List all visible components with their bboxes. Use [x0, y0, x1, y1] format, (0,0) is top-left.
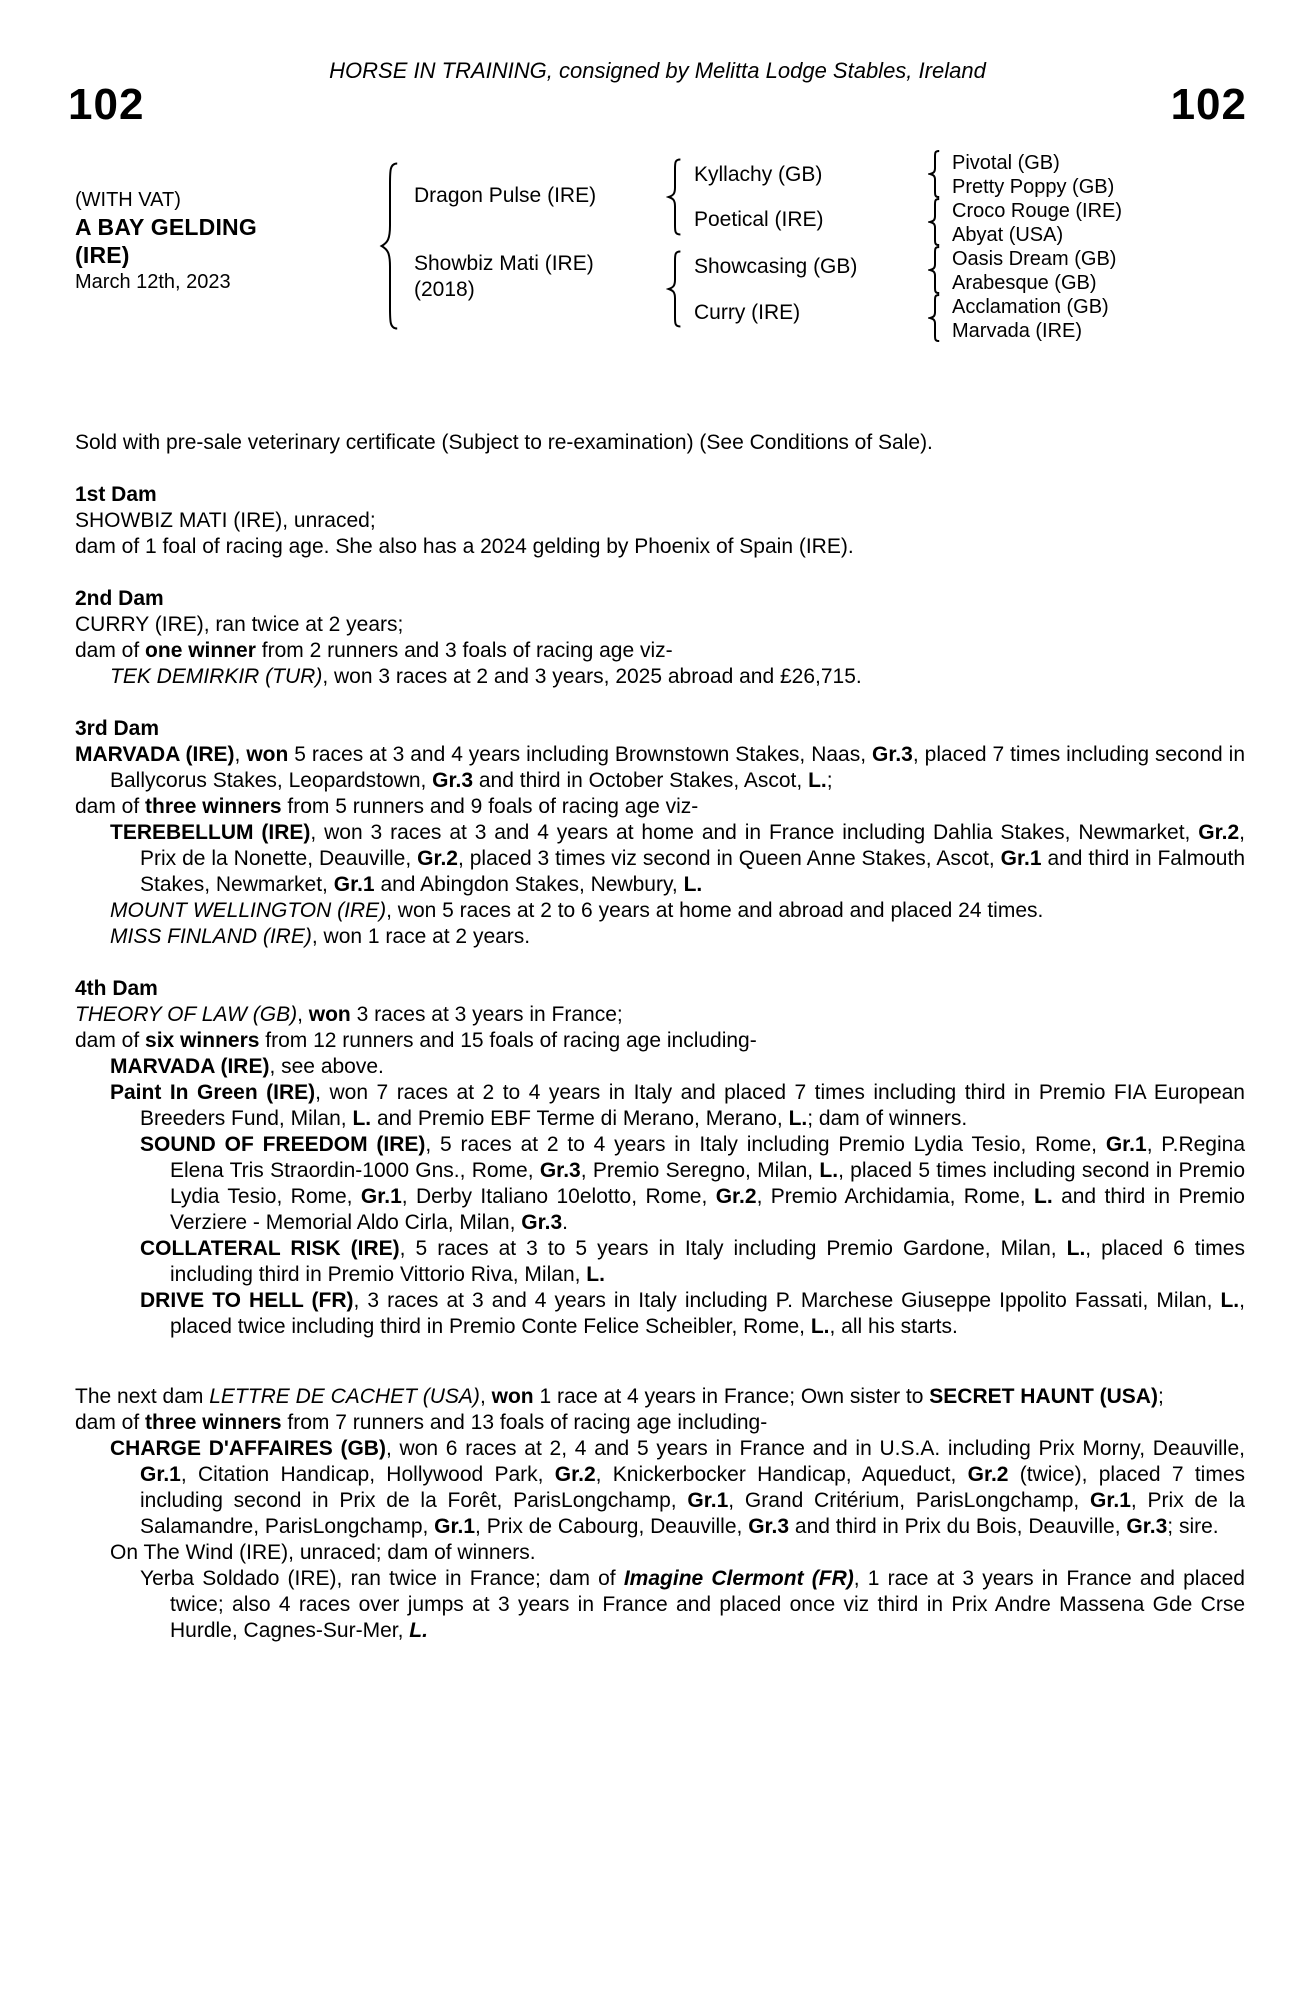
marvada-paragraph: MARVADA (IRE), won 5 races at 3 and 4 years including Brownstown Stakes, Naas, Gr.3, placed 7 times including second in Ballycorus Stakes, Leopardstown, Gr.3 and third in October Stakes, Ascot, L.;	[75, 743, 1245, 792]
second-dam-section	[75, 586, 1245, 690]
first-dam-produce-line: dam of 1 foal of racing age. She also has a 2024 gelding by Phoenix of Spain (IRE).	[75, 535, 854, 558]
third-dam-section	[75, 716, 1245, 950]
paint-in-green-paragraph: Paint In Green (IRE), won 7 races at 2 to 4 years in Italy and placed 7 times including third in Premio FIA European Breeders Fund, Milan, L. and Premio EBF Terme di Merano, Merano, L.; dam of winners.	[110, 1081, 1245, 1130]
tek-demirkir-paragraph: TEK DEMIRKIR (TUR), won 3 races at 2 and 3 years, 2025 abroad and £26,715.	[110, 665, 862, 688]
pedigree-gen3-name: Marvada (IRE)	[952, 320, 1083, 342]
page-header: HORSE IN TRAINING, consigned by Melitta Lodge Stables, Ireland	[329, 58, 986, 83]
pedigree-gen3-name: Acclamation (GB)	[952, 296, 1109, 318]
pedigree-gen3-name: Pivotal (GB)	[952, 152, 1060, 174]
fourth-dam-produce-line: dam of six winners from 12 runners and 15 foals of racing age including-	[75, 1029, 757, 1052]
brace-icon	[928, 150, 942, 198]
second-dam-produce-line: dam of one winner from 2 runners and 3 foals of racing age viz-	[75, 639, 673, 662]
horse-description: A BAY GELDING	[75, 214, 257, 240]
brace-icon	[378, 160, 402, 332]
dam-dam-name: Curry (IRE)	[694, 301, 801, 324]
terebellum-paragraph: TEREBELLUM (IRE), won 3 races at 3 and 4 years at home and in France including Dahlia Stakes, Newmarket, Gr.2, Prix de la Nonette, Deauville, Gr.2, placed 3 times viz second in Queen Anne Stakes, Ascot, Gr.1 and third in Falmouth Stakes, Newmarket, Gr.1 and Abingdon Stakes, Newbury, L.	[110, 821, 1245, 896]
pedigree-gen3-name: Croco Rouge (IRE)	[952, 200, 1123, 222]
first-dam-heading: 1st Dam	[75, 483, 157, 506]
brace-icon	[928, 246, 942, 294]
sire-name: Dragon Pulse (IRE)	[414, 184, 597, 207]
lot-number-left: 102	[68, 80, 145, 129]
miss-finland-paragraph: MISS FINLAND (IRE), won 1 race at 2 years.	[110, 925, 531, 948]
vat-note: (WITH VAT)	[75, 189, 181, 211]
on-the-wind-paragraph: On The Wind (IRE), unraced; dam of winners.	[110, 1541, 536, 1564]
lot-number-right: 102	[1170, 80, 1247, 129]
charge-daffaires-paragraph: CHARGE D'AFFAIRES (GB), won 6 races at 2, 4 and 5 years in France and in U.S.A. including Prix Morny, Deauville, Gr.1, Citation Handicap, Hollywood Park, Gr.2, Knickerbocker Handicap, Aqueduct, Gr.2 (twice), placed 7 times including second in Prix de la Forêt, ParisLongchamp, Gr.1, Grand Critérium, ParisLongchamp, Gr.1, Prix de la Salamandre, ParisLongchamp, Gr.1, Prix de Cabourg, Deauville, Gr.3 and third in Prix du Bois, Deauville, Gr.3; sire.	[110, 1437, 1246, 1538]
next-dam-section	[75, 1384, 1245, 1644]
next-dam-paragraph: The next dam LETTRE DE CACHET (USA), won 1 race at 4 years in France; Own sister to SECRET HAUNT (USA);	[75, 1385, 1164, 1408]
third-dam-produce-line: dam of three winners from 5 runners and 9 foals of racing age viz-	[75, 795, 699, 818]
mount-wellington-paragraph: MOUNT WELLINGTON (IRE), won 5 races at 2 to 6 years at home and abroad and placed 24 times.	[110, 899, 1044, 922]
next-dam-produce-line: dam of three winners from 7 runners and 13 foals of racing age including-	[75, 1411, 768, 1434]
vet-certificate-note: Sold with pre-sale veterinary certificate (Subject to re-examination) (See Conditions of Sale).	[75, 431, 933, 454]
pedigree-gen3-name: Pretty Poppy (GB)	[952, 176, 1115, 198]
sire-dam-name: Poetical (IRE)	[694, 208, 824, 231]
pedigree-gen3-name: Arabesque (GB)	[952, 272, 1097, 294]
fourth-dam-heading: 4th Dam	[75, 977, 158, 1000]
curry-paragraph: CURRY (IRE), ran twice at 2 years;	[75, 613, 404, 636]
brace-icon	[928, 294, 942, 342]
marvada-see-above-paragraph: MARVADA (IRE), see above.	[110, 1055, 384, 1078]
fourth-dam-section	[75, 976, 1245, 1340]
brace-icon	[666, 158, 684, 236]
pedigree-gen3-name: Oasis Dream (GB)	[952, 248, 1117, 270]
showbiz-mati-paragraph: SHOWBIZ MATI (IRE), unraced;	[75, 509, 376, 532]
yerba-soldado-paragraph: Yerba Soldado (IRE), ran twice in France; dam of Imagine Clermont (FR), 1 race at 3 years in France and placed twice; also 4 races over jumps at 3 years in France and placed once viz third in Prix Andre Massena Gde Crse Hurdle, Cagnes-Sur-Mer, L.	[140, 1567, 1245, 1642]
brace-icon	[666, 250, 684, 328]
horse-country: (IRE)	[75, 242, 130, 268]
dam-sire-name: Showcasing (GB)	[694, 255, 858, 278]
drive-to-hell-paragraph: DRIVE TO HELL (FR), 3 races at 3 and 4 years in Italy including P. Marchese Giuseppe Ippolito Fassati, Milan, L., placed twice including third in Premio Conte Felice Scheibler, Rome, L., all his starts.	[140, 1289, 1245, 1338]
first-dam-section	[75, 482, 1245, 560]
second-dam-heading: 2nd Dam	[75, 587, 164, 610]
dam-name: Showbiz Mati (IRE)	[414, 252, 594, 275]
third-dam-heading: 3rd Dam	[75, 717, 160, 740]
pedigree-gen3-name: Abyat (USA)	[952, 224, 1064, 246]
lot-description	[75, 188, 375, 296]
brace-icon	[928, 198, 942, 246]
dam-year: (2018)	[414, 278, 475, 301]
collateral-risk-paragraph: COLLATERAL RISK (IRE), 5 races at 3 to 5 years in Italy including Premio Gardone, Milan, L., placed 6 times including third in Premio Vittorio Riva, Milan, L.	[140, 1237, 1245, 1286]
theory-of-law-paragraph: THEORY OF LAW (GB), won 3 races at 3 years in France;	[75, 1003, 623, 1026]
sire-sire-name: Kyllachy (GB)	[694, 163, 823, 186]
foaling-date: March 12th, 2023	[75, 271, 231, 293]
pedigree-text	[75, 430, 1245, 1644]
sound-of-freedom-paragraph: SOUND OF FREEDOM (IRE), 5 races at 2 to 4 years in Italy including Premio Lydia Tesio, Rome, Gr.1, P.Regina Elena Tris Straordin-1000 Gns., Rome, Gr.3, Premio Seregno, Milan, L., placed 5 times including second in Premio Lydia Tesio, Rome, Gr.1, Derby Italiano 10elotto, Rome, Gr.2, Premio Archidamia, Rome, L. and third in Premio Verziere - Memorial Aldo Cirla, Milan, Gr.3.	[140, 1133, 1246, 1234]
